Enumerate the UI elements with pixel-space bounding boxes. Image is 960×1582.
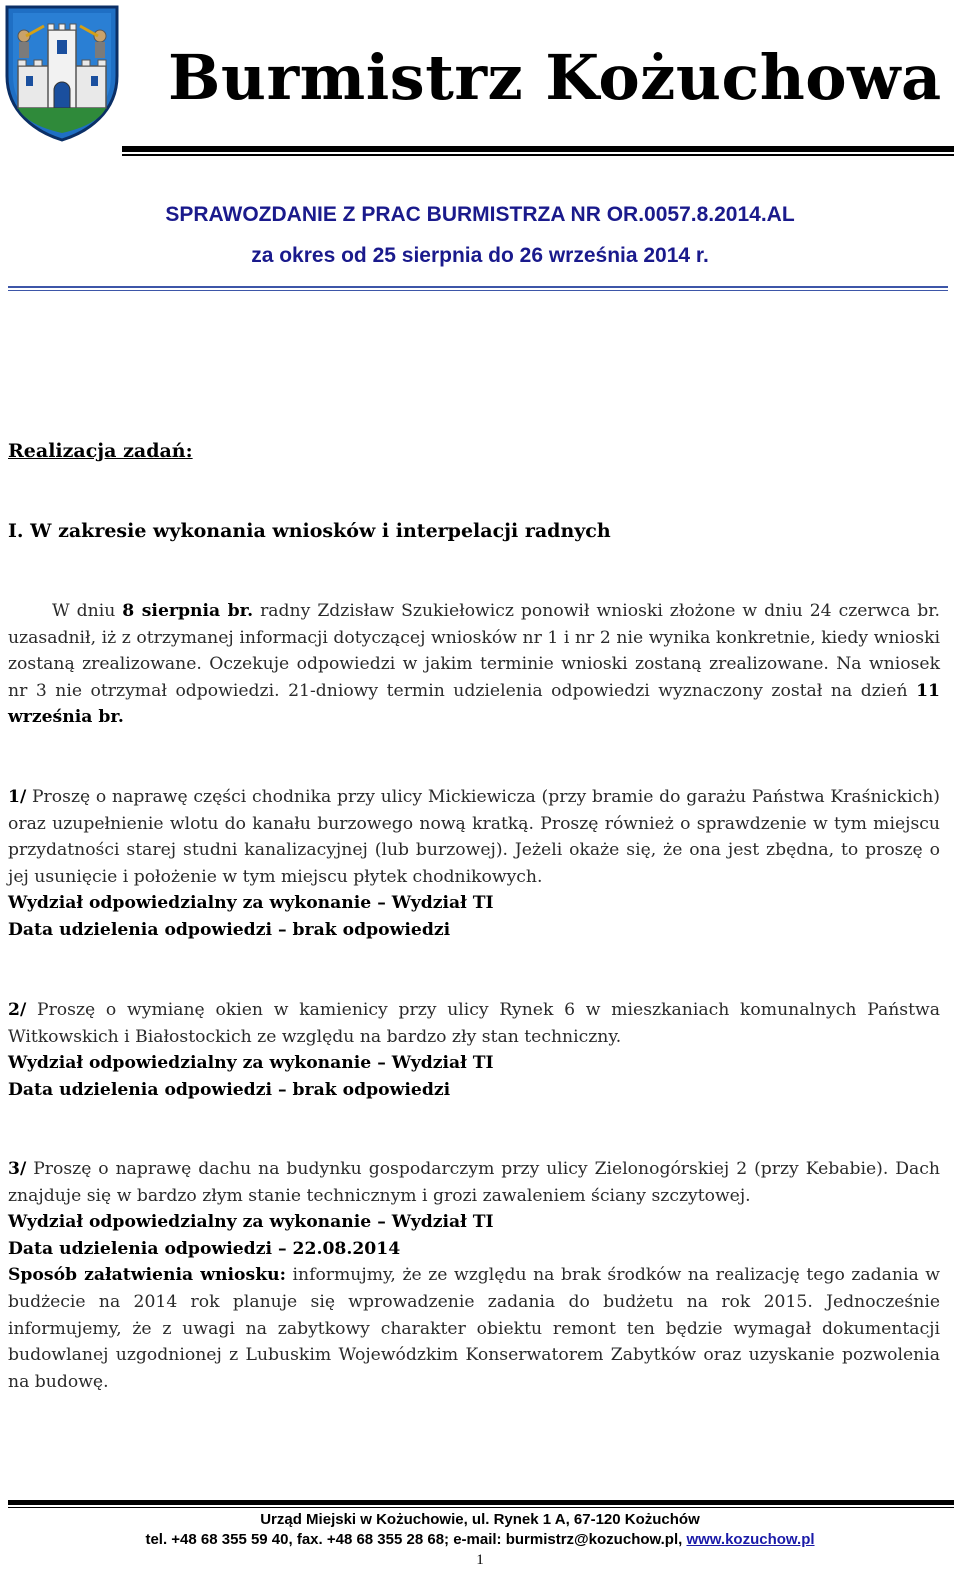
item-resolution-label: Sposób załatwienia wniosku: <box>8 1265 286 1286</box>
request-item-1 <box>8 784 940 944</box>
header-divider <box>122 146 954 152</box>
item-text: Proszę o wymianę okien w kamienicy przy ulicy Rynek 6 w mieszkaniach komunalnych Państwa Witkowskich i Białostockich ze względu na bardzo zły stan techniczny. <box>8 1000 940 1047</box>
item-department: Wydział odpowiedzialny za wykonanie – Wydział TI <box>8 893 494 914</box>
item-number: 2/ <box>8 1000 27 1020</box>
footer-contact-text: tel. +48 68 355 59 40, fax. +48 68 355 28 68; e-mail: burmistrz@kozuchow.pl, <box>145 1531 687 1548</box>
report-title-line2: za okres od 25 sierpnia do 26 września 2014 r. <box>251 244 709 267</box>
item-resolution-text: informujmy, że ze względu na brak środków na realizację tego zadania w budżecie na 2014 rok planuje się wprowadzenie zadania do budżetu na rok 2015. Jednocześnie informujemy, że z uwagi na zabytkowy charakter obiektu remont ten będzie wymagał dokumentacji budowlanej uzgodnionej z Lubuskim Wojewódzkim Konserwatorem Zabytków oraz uzyskanie pozwolenia na budowę. <box>8 1265 940 1392</box>
item-text: Proszę o naprawę części chodnika przy ulicy Mickiewicza (przy bramie do garażu Państwa Kraśnickich) oraz uzupełnienie wlotu do kanału burzowego nową kratką. Proszę również o sprawdzenie w tym miejscu przydatności starej studni kanalizacyjnej (lub burzowej). Jeżeli okaże się, że ona jest zbędna, to proszę o jej usunięcie i położenie w tym miejscu płytek chodnikowych. <box>8 787 940 887</box>
footer-divider-thin <box>8 1507 954 1508</box>
report-title-line1: SPRAWOZDANIE Z PRAC BURMISTRZA NR OR.0057.8.2014.AL <box>165 203 795 226</box>
item-number: 1/ <box>8 787 27 807</box>
item-response-date: Data udzielenia odpowiedzi – 22.08.2014 <box>8 1238 401 1259</box>
section-subheading: I. W zakresie wykonania wniosków i interpelacji radnych <box>8 520 611 542</box>
intro-paragraph <box>8 598 940 731</box>
item-response-date: Data udzielenia odpowiedzi – brak odpowiedzi <box>8 1079 451 1100</box>
item-department: Wydział odpowiedzialny za wykonanie – Wydział TI <box>8 1053 494 1074</box>
intro-date: 8 sierpnia br. <box>122 601 254 621</box>
item-response-date: Data udzielenia odpowiedzi – brak odpowiedzi <box>8 919 451 940</box>
intro-deadline: 11 września br. <box>8 680 940 728</box>
title-divider <box>8 286 948 288</box>
request-item-2 <box>8 997 940 1103</box>
item-text: Proszę o naprawę dachu na budynku gospodarczym przy ulicy Zielonogórskiej 2 (przy Kebabie). Dach znajduje się w bardzo złym stanie technicznym i grozi zawaleniem ściany szczytowej. <box>8 1159 940 1206</box>
header-divider-thin <box>122 154 954 156</box>
request-item-3 <box>8 1156 940 1395</box>
page-title: Burmistrz Kożuchowa <box>168 41 942 114</box>
item-number: 3/ <box>8 1159 27 1179</box>
footer-contact <box>0 1531 960 1548</box>
website-link[interactable]: www.kozuchow.pl <box>686 1531 815 1548</box>
kozuchow-coat-of-arms-icon <box>4 4 120 142</box>
footer-divider <box>8 1500 954 1505</box>
intro-text-start: W dniu <box>52 601 123 621</box>
section-heading: Realizacja zadań: <box>8 440 193 462</box>
item-department: Wydział odpowiedzialny za wykonanie – Wydział TI <box>8 1212 494 1233</box>
page-number: 1 <box>476 1552 484 1568</box>
title-divider-thin <box>8 290 948 291</box>
intro-text-body: radny Zdzisław Szukiełowicz ponowił wnioski złożone w dniu 24 czerwca br. uzasadnił, iż z otrzymanej informacji dotyczącej wniosków nr 1 i nr 2 nie wynika konkretnie, kiedy wnioski zostaną zrealizowane. Oczekuje odpowiedzi w jakim terminie wnioski zostaną zrealizowane. Na wniosek nr 3 nie otrzymał odpowiedzi. 21-dniowy termin udzielenia odpowiedzi wyznaczony został na dzień <box>8 601 941 701</box>
footer-address: Urząd Miejski w Kożuchowie, ul. Rynek 1 A, 67-120 Kożuchów <box>260 1511 700 1528</box>
